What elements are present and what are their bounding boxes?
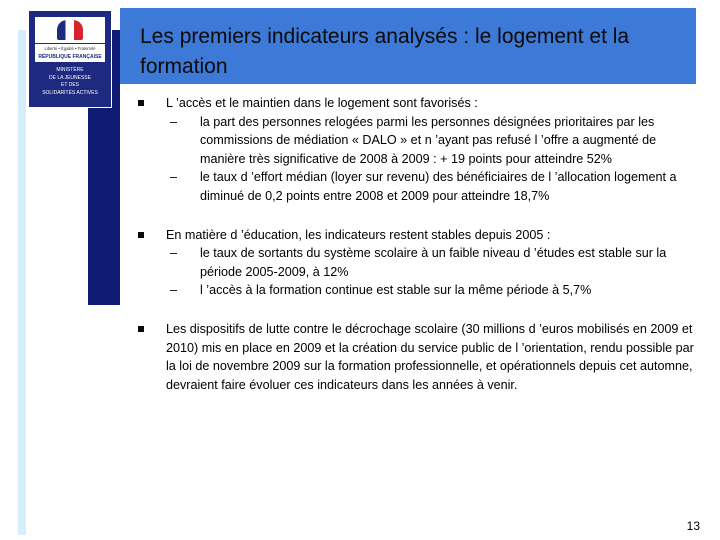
bullet-item bbox=[138, 320, 704, 394]
sub-bullet-text: le taux de sortants du système scolaire à un faible niveau d ’études est stable sur la période 2005-2009, à 12% bbox=[200, 246, 667, 279]
sub-bullet-item bbox=[166, 113, 704, 169]
sub-bullet-item bbox=[166, 244, 704, 281]
bullet-item bbox=[138, 94, 704, 206]
dash-bullet-icon: – bbox=[170, 114, 178, 129]
ministry-line: MINISTÈRE bbox=[56, 67, 84, 73]
bullet-text: Les dispositifs de lutte contre le décrochage scolaire (30 millions d ’euros mobilisés en 2009 et 2010) mis en place en 2009 et la création du service public de l ’orientation, rendu possible par la loi de novembre 2009 sur la formation professionnelle, et opérationnels depuis cet automne, devraient faire évoluer ces indicateurs dans les années à venir. bbox=[166, 321, 694, 392]
ministry-logo bbox=[28, 10, 112, 108]
left-decorative-stripe bbox=[18, 30, 26, 535]
title-bar bbox=[120, 8, 696, 84]
square-bullet-icon bbox=[138, 326, 144, 332]
slide-content bbox=[138, 94, 704, 394]
sub-bullet-text: l ’accès à la formation continue est stable sur la même période à 5,7% bbox=[200, 283, 592, 298]
bullet-text: L ’accès et le maintien dans le logement sont favorisés : bbox=[166, 96, 478, 110]
slide-title: Les premiers indicateurs analysés : le logement et la formation bbox=[140, 25, 630, 78]
logo-republic: RÉPUBLIQUE FRANÇAISE bbox=[35, 53, 105, 62]
sub-bullet-text: le taux d ’effort médian (loyer sur revenu) des bénéficiaires de l ’allocation logement a diminué de 0,2 points entre 2008 et 2009 pour atteindre 18,7% bbox=[200, 170, 677, 203]
sub-bullet-item bbox=[166, 281, 704, 300]
square-bullet-icon bbox=[138, 100, 144, 106]
ministry-line: ET DES bbox=[61, 82, 79, 88]
logo-ministry-name bbox=[33, 67, 107, 97]
ministry-line: SOLIDARITÉS ACTIVES bbox=[42, 89, 98, 96]
marianne-flag-icon bbox=[35, 17, 105, 43]
bullet-item bbox=[138, 226, 704, 300]
dash-bullet-icon: – bbox=[170, 283, 178, 298]
dash-bullet-icon: – bbox=[170, 246, 178, 261]
bullet-text: En matière d ’éducation, les indicateurs restent stables depuis 2005 : bbox=[166, 227, 551, 242]
logo-motto: Liberté • Égalité • Fraternité bbox=[35, 44, 105, 53]
page-number: 13 bbox=[686, 519, 700, 533]
dash-bullet-icon: – bbox=[170, 170, 178, 185]
sub-bullet-text: la part des personnes relogées parmi les personnes désignées prioritaires par les commissions de médiation « DALO » et n ’ayant pas refusé l ’offre a augmenté de manière très significative de 2008 à 2009 : + 19 points pour atteindre 52% bbox=[200, 114, 657, 166]
ministry-line: DE LA JEUNESSE bbox=[49, 74, 91, 81]
sub-bullet-item bbox=[166, 168, 704, 205]
square-bullet-icon bbox=[138, 232, 144, 238]
